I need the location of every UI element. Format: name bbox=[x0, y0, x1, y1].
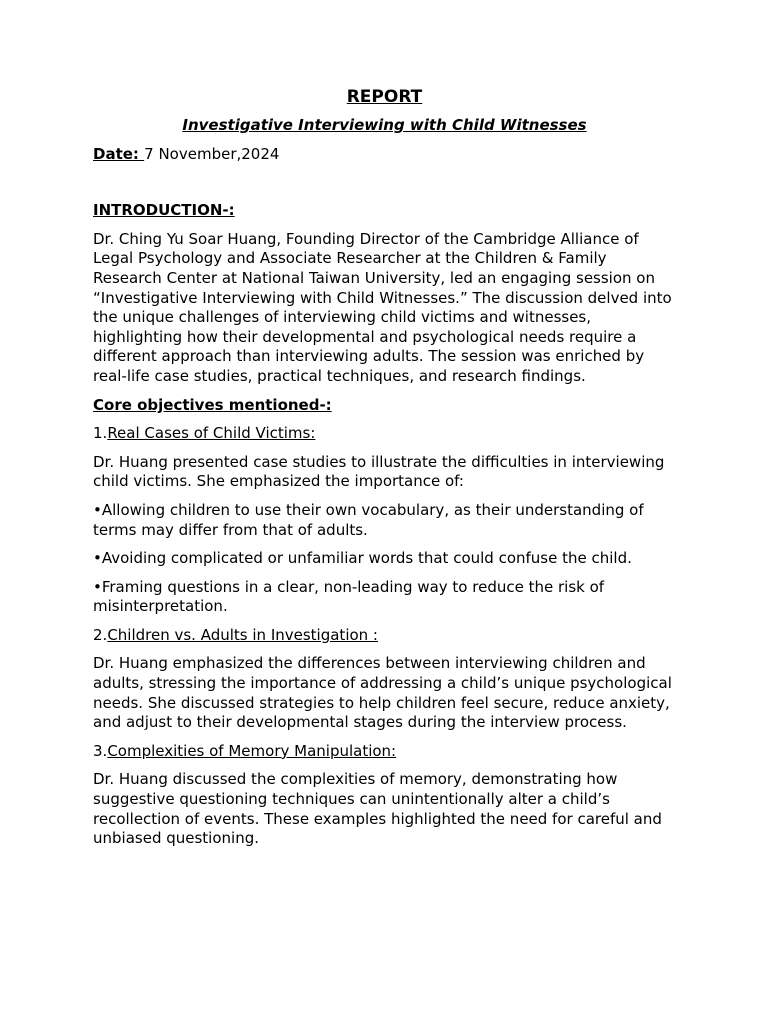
date-label: Date: bbox=[93, 144, 145, 163]
objective-1-heading bbox=[93, 424, 676, 444]
date-line bbox=[93, 145, 676, 165]
core-objectives-heading: Core objectives mentioned-: bbox=[93, 395, 332, 414]
objective-3-number: 3. bbox=[93, 741, 108, 760]
introduction-heading: INTRODUCTION-: bbox=[93, 201, 235, 220]
report-subtitle: Investigative Interviewing with Child Witnesses bbox=[182, 116, 587, 134]
report-title: REPORT bbox=[346, 87, 423, 107]
objective-1-number: 1. bbox=[93, 424, 108, 443]
objective-3-heading bbox=[93, 742, 676, 762]
objective-2-title: Children vs. Adults in Investigation : bbox=[107, 625, 378, 644]
objective-1-title: Real Cases of Child Victims: bbox=[107, 424, 316, 443]
objective-3-title: Complexities of Memory Manipulation: bbox=[107, 741, 397, 760]
bullet-item: •Allowing children to use their own vocabulary, as their understanding of terms may differ from that of adults. bbox=[93, 500, 644, 539]
objective-2-number: 2. bbox=[93, 625, 108, 644]
introduction-paragraph: Dr. Ching Yu Soar Huang, Founding Director of the Cambridge Alliance of Legal Psychology and Associate Researcher at the Children & Family Research Center at National Taiwan University, led an engaging session on “Investigative Interviewing with Child Witnesses.” The discussion delved into the unique challenges of interviewing child victims and witnesses, highlighting how their developmental and psychological needs require a different approach than interviewing adults. The session was enriched by real-life case studies, practical techniques, and research findings. bbox=[93, 229, 672, 385]
objective-2-paragraph: Dr. Huang emphasized the differences between interviewing children and adults, stressing the importance of addressing a child’s unique psychological needs. She discussed strategies to help children feel secure, reduce anxiety, and adjust to their developmental stages during the interview process. bbox=[93, 654, 672, 732]
objective-1-paragraph: Dr. Huang presented case studies to illustrate the difficulties in interviewing child victims. She emphasized the importance of: bbox=[93, 452, 665, 491]
objective-2-heading bbox=[93, 626, 676, 646]
bullet-item: •Framing questions in a clear, non-leading way to reduce the risk of misinterpretation. bbox=[93, 577, 605, 616]
bullet-item: •Avoiding complicated or unfamiliar words that could confuse the child. bbox=[93, 549, 632, 568]
objective-3-paragraph: Dr. Huang discussed the complexities of memory, demonstrating how suggestive questioning techniques can unintentionally alter a child’s recollection of events. These examples highlighted the need for careful and unbiased questioning. bbox=[93, 770, 662, 848]
date-value: 7 November,2024 bbox=[144, 144, 280, 163]
